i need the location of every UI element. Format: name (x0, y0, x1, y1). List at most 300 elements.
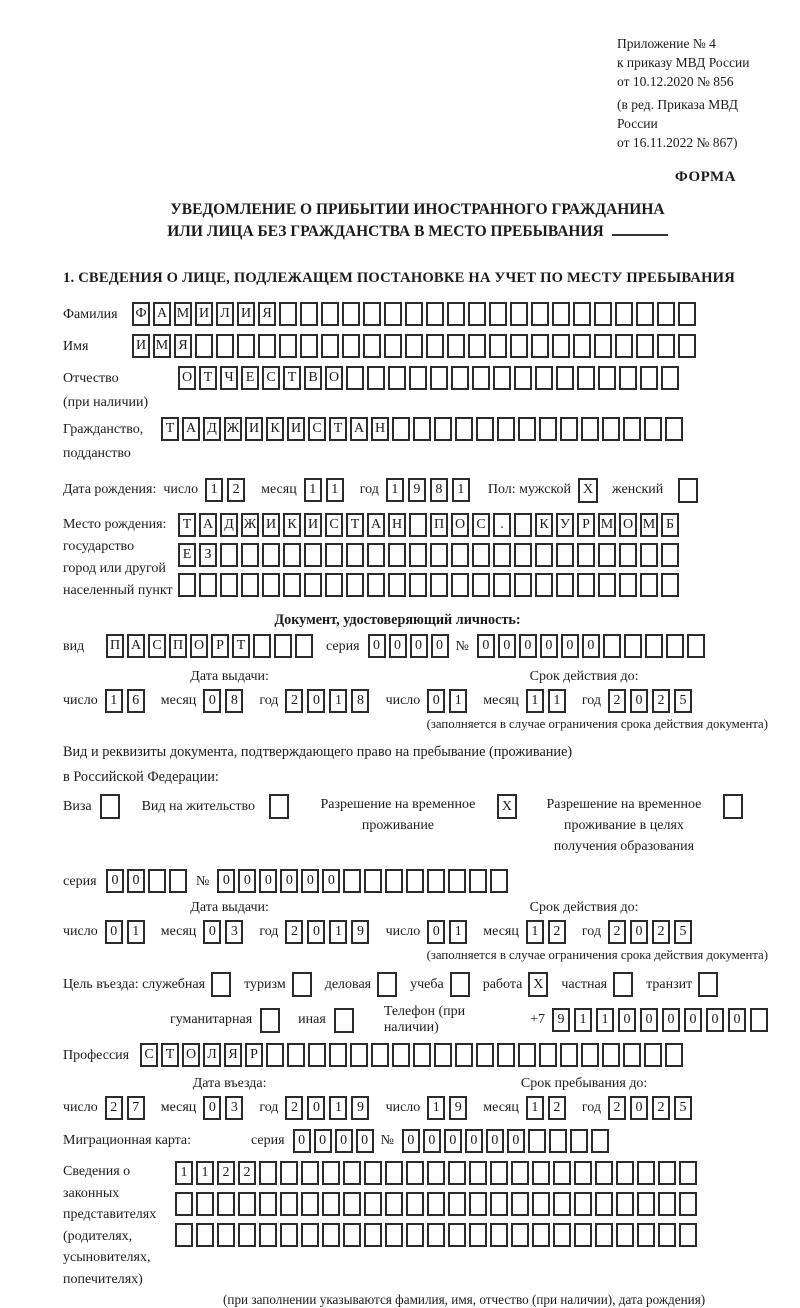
char-cell[interactable]: 1 (386, 478, 404, 502)
char-cell[interactable] (266, 1043, 284, 1067)
char-cell[interactable] (220, 573, 238, 597)
char-cell[interactable] (469, 1192, 487, 1216)
char-cell[interactable] (430, 573, 448, 597)
char-cell[interactable]: 0 (477, 634, 495, 658)
char-cell[interactable]: 6 (127, 689, 145, 713)
char-cell[interactable] (553, 1161, 571, 1185)
char-cell[interactable] (556, 543, 574, 567)
char-cell[interactable] (658, 1192, 676, 1216)
char-cell[interactable]: 2 (105, 1096, 123, 1120)
char-cell[interactable] (448, 1223, 466, 1247)
char-cell[interactable]: 1 (526, 689, 544, 713)
char-cell[interactable]: П (169, 634, 187, 658)
char-cell[interactable] (388, 366, 406, 390)
char-cell[interactable]: 1 (196, 1161, 214, 1185)
char-cell[interactable] (619, 573, 637, 597)
char-cell[interactable] (531, 334, 549, 358)
char-cell[interactable]: Д (203, 417, 221, 441)
char-cell[interactable]: 2 (227, 478, 245, 502)
char-cell[interactable] (598, 573, 616, 597)
char-cell[interactable]: 2 (652, 1096, 670, 1120)
purpose-private-checkbox[interactable] (613, 972, 633, 997)
sex-male-checkbox[interactable]: X (578, 478, 598, 503)
char-cell[interactable]: 9 (408, 478, 426, 502)
purpose-other-checkbox[interactable] (334, 1008, 354, 1033)
char-cell[interactable] (238, 1192, 256, 1216)
char-cell[interactable] (679, 1192, 697, 1216)
char-cell[interactable] (451, 573, 469, 597)
char-cell[interactable] (280, 1192, 298, 1216)
char-cell[interactable]: 0 (486, 1129, 504, 1153)
char-cell[interactable] (409, 366, 427, 390)
char-cell[interactable]: 0 (618, 1008, 636, 1032)
char-cell[interactable] (279, 334, 297, 358)
char-cell[interactable]: Л (203, 1043, 221, 1067)
char-cell[interactable] (371, 1043, 389, 1067)
char-cell[interactable]: 1 (205, 478, 223, 502)
char-cell[interactable] (532, 1223, 550, 1247)
char-cell[interactable]: Ч (220, 366, 238, 390)
char-cell[interactable] (637, 1192, 655, 1216)
char-cell[interactable]: Т (346, 513, 364, 537)
char-cell[interactable] (448, 869, 466, 893)
char-cell[interactable] (539, 1043, 557, 1067)
char-cell[interactable] (287, 1043, 305, 1067)
char-cell[interactable] (169, 869, 187, 893)
char-cell[interactable] (511, 1192, 529, 1216)
char-cell[interactable]: 2 (548, 920, 566, 944)
char-cell[interactable] (619, 543, 637, 567)
char-cell[interactable]: 8 (225, 689, 243, 713)
char-cell[interactable]: М (640, 513, 658, 537)
char-cell[interactable] (392, 1043, 410, 1067)
char-cell[interactable] (560, 417, 578, 441)
char-cell[interactable]: М (174, 302, 192, 326)
char-cell[interactable] (426, 334, 444, 358)
char-cell[interactable] (678, 334, 696, 358)
char-cell[interactable]: Т (199, 366, 217, 390)
char-cell[interactable] (594, 334, 612, 358)
char-cell[interactable] (532, 1192, 550, 1216)
char-cell[interactable]: 0 (630, 1096, 648, 1120)
char-cell[interactable]: 0 (402, 1129, 420, 1153)
char-cell[interactable] (413, 417, 431, 441)
char-cell[interactable] (237, 334, 255, 358)
char-cell[interactable] (367, 366, 385, 390)
char-cell[interactable] (514, 366, 532, 390)
char-cell[interactable]: С (148, 634, 166, 658)
char-cell[interactable]: 0 (465, 1129, 483, 1153)
purpose-official-checkbox[interactable] (211, 972, 231, 997)
char-cell[interactable]: Я (224, 1043, 242, 1067)
char-cell[interactable] (556, 366, 574, 390)
char-cell[interactable] (279, 302, 297, 326)
char-cell[interactable] (577, 543, 595, 567)
char-cell[interactable] (574, 1161, 592, 1185)
temp-residence-checkbox[interactable]: X (497, 794, 517, 819)
char-cell[interactable]: 0 (410, 634, 428, 658)
char-cell[interactable] (148, 869, 166, 893)
char-cell[interactable]: 2 (608, 1096, 626, 1120)
char-cell[interactable] (535, 573, 553, 597)
char-cell[interactable] (560, 1043, 578, 1067)
char-cell[interactable]: С (262, 366, 280, 390)
sex-female-checkbox[interactable] (678, 478, 698, 503)
char-cell[interactable] (430, 366, 448, 390)
char-cell[interactable]: 0 (314, 1129, 332, 1153)
char-cell[interactable]: К (266, 417, 284, 441)
purpose-humanitarian-checkbox[interactable] (260, 1008, 280, 1033)
char-cell[interactable]: О (190, 634, 208, 658)
char-cell[interactable] (216, 334, 234, 358)
char-cell[interactable]: Е (178, 543, 196, 567)
char-cell[interactable] (666, 634, 684, 658)
char-cell[interactable]: П (430, 513, 448, 537)
char-cell[interactable] (581, 417, 599, 441)
char-cell[interactable] (241, 543, 259, 567)
char-cell[interactable] (616, 1161, 634, 1185)
char-cell[interactable]: 2 (285, 920, 303, 944)
purpose-transit-checkbox[interactable] (698, 972, 718, 997)
char-cell[interactable] (678, 302, 696, 326)
char-cell[interactable]: . (493, 513, 511, 537)
char-cell[interactable] (514, 513, 532, 537)
char-cell[interactable] (300, 334, 318, 358)
char-cell[interactable] (657, 334, 675, 358)
char-cell[interactable] (455, 417, 473, 441)
char-cell[interactable]: О (451, 513, 469, 537)
char-cell[interactable] (490, 1223, 508, 1247)
char-cell[interactable]: К (283, 513, 301, 537)
char-cell[interactable] (280, 1223, 298, 1247)
purpose-business-checkbox[interactable] (377, 972, 397, 997)
char-cell[interactable]: 0 (561, 634, 579, 658)
char-cell[interactable]: 9 (351, 920, 369, 944)
char-cell[interactable] (636, 302, 654, 326)
char-cell[interactable] (577, 366, 595, 390)
char-cell[interactable] (301, 1192, 319, 1216)
char-cell[interactable] (497, 417, 515, 441)
char-cell[interactable]: К (535, 513, 553, 537)
char-cell[interactable]: Т (329, 417, 347, 441)
char-cell[interactable] (295, 634, 313, 658)
char-cell[interactable]: М (153, 334, 171, 358)
char-cell[interactable]: 0 (582, 634, 600, 658)
char-cell[interactable]: Е (241, 366, 259, 390)
char-cell[interactable]: 2 (652, 689, 670, 713)
char-cell[interactable] (175, 1223, 193, 1247)
char-cell[interactable] (405, 334, 423, 358)
char-cell[interactable] (241, 573, 259, 597)
char-cell[interactable] (258, 334, 276, 358)
char-cell[interactable] (283, 573, 301, 597)
char-cell[interactable]: 8 (351, 689, 369, 713)
char-cell[interactable] (384, 334, 402, 358)
char-cell[interactable] (570, 1129, 588, 1153)
char-cell[interactable] (549, 1129, 567, 1153)
char-cell[interactable]: И (195, 302, 213, 326)
char-cell[interactable]: 0 (307, 1096, 325, 1120)
char-cell[interactable]: А (182, 417, 200, 441)
char-cell[interactable] (552, 302, 570, 326)
char-cell[interactable] (385, 1161, 403, 1185)
char-cell[interactable]: Ж (224, 417, 242, 441)
char-cell[interactable]: И (262, 513, 280, 537)
char-cell[interactable] (322, 1161, 340, 1185)
char-cell[interactable] (364, 1192, 382, 1216)
char-cell[interactable]: 3 (225, 1096, 243, 1120)
char-cell[interactable] (511, 1223, 529, 1247)
char-cell[interactable] (447, 302, 465, 326)
char-cell[interactable]: М (598, 513, 616, 537)
char-cell[interactable]: 2 (238, 1161, 256, 1185)
char-cell[interactable]: 1 (329, 920, 347, 944)
char-cell[interactable] (262, 573, 280, 597)
char-cell[interactable] (342, 334, 360, 358)
char-cell[interactable]: 7 (127, 1096, 145, 1120)
char-cell[interactable]: 0 (706, 1008, 724, 1032)
char-cell[interactable] (300, 302, 318, 326)
char-cell[interactable] (406, 1223, 424, 1247)
char-cell[interactable]: 9 (552, 1008, 570, 1032)
char-cell[interactable]: 0 (259, 869, 277, 893)
char-cell[interactable]: 0 (427, 920, 445, 944)
char-cell[interactable]: О (182, 1043, 200, 1067)
char-cell[interactable]: Н (388, 513, 406, 537)
char-cell[interactable]: 0 (217, 869, 235, 893)
char-cell[interactable] (385, 1192, 403, 1216)
char-cell[interactable]: 2 (548, 1096, 566, 1120)
char-cell[interactable] (363, 334, 381, 358)
char-cell[interactable]: Т (161, 1043, 179, 1067)
char-cell[interactable] (427, 869, 445, 893)
char-cell[interactable] (342, 302, 360, 326)
char-cell[interactable] (364, 1161, 382, 1185)
char-cell[interactable] (493, 543, 511, 567)
char-cell[interactable] (468, 302, 486, 326)
char-cell[interactable] (637, 1161, 655, 1185)
char-cell[interactable] (687, 634, 705, 658)
char-cell[interactable] (598, 543, 616, 567)
char-cell[interactable]: О (619, 513, 637, 537)
char-cell[interactable] (644, 1043, 662, 1067)
char-cell[interactable]: 2 (217, 1161, 235, 1185)
char-cell[interactable] (406, 1161, 424, 1185)
char-cell[interactable]: 0 (335, 1129, 353, 1153)
char-cell[interactable] (301, 1161, 319, 1185)
char-cell[interactable] (556, 573, 574, 597)
char-cell[interactable]: 5 (674, 920, 692, 944)
char-cell[interactable] (581, 1043, 599, 1067)
char-cell[interactable] (615, 302, 633, 326)
char-cell[interactable] (325, 543, 343, 567)
char-cell[interactable] (434, 417, 452, 441)
char-cell[interactable]: С (472, 513, 490, 537)
char-cell[interactable]: 0 (662, 1008, 680, 1032)
char-cell[interactable] (426, 302, 444, 326)
char-cell[interactable]: С (308, 417, 326, 441)
char-cell[interactable] (661, 543, 679, 567)
char-cell[interactable]: 0 (307, 689, 325, 713)
char-cell[interactable] (346, 366, 364, 390)
char-cell[interactable]: 1 (574, 1008, 592, 1032)
char-cell[interactable] (262, 543, 280, 567)
char-cell[interactable]: 2 (608, 689, 626, 713)
char-cell[interactable] (619, 366, 637, 390)
char-cell[interactable]: 9 (449, 1096, 467, 1120)
char-cell[interactable] (623, 1043, 641, 1067)
char-cell[interactable] (427, 1223, 445, 1247)
char-cell[interactable] (750, 1008, 768, 1032)
char-cell[interactable]: 1 (427, 1096, 445, 1120)
char-cell[interactable]: 1 (127, 920, 145, 944)
char-cell[interactable] (329, 1043, 347, 1067)
char-cell[interactable]: Н (371, 417, 389, 441)
char-cell[interactable] (616, 1192, 634, 1216)
char-cell[interactable] (553, 1223, 571, 1247)
char-cell[interactable]: Т (283, 366, 301, 390)
char-cell[interactable] (259, 1161, 277, 1185)
char-cell[interactable] (175, 1192, 193, 1216)
char-cell[interactable]: Л (216, 302, 234, 326)
char-cell[interactable] (448, 1192, 466, 1216)
char-cell[interactable] (493, 573, 511, 597)
char-cell[interactable] (469, 1161, 487, 1185)
char-cell[interactable] (427, 1161, 445, 1185)
char-cell[interactable]: 0 (293, 1129, 311, 1153)
char-cell[interactable] (178, 573, 196, 597)
char-cell[interactable]: И (287, 417, 305, 441)
char-cell[interactable] (476, 1043, 494, 1067)
char-cell[interactable] (427, 1192, 445, 1216)
char-cell[interactable]: Т (161, 417, 179, 441)
char-cell[interactable]: 3 (225, 920, 243, 944)
char-cell[interactable]: А (199, 513, 217, 537)
char-cell[interactable]: А (367, 513, 385, 537)
char-cell[interactable]: 1 (596, 1008, 614, 1032)
char-cell[interactable] (196, 1192, 214, 1216)
char-cell[interactable]: А (153, 302, 171, 326)
char-cell[interactable] (574, 1192, 592, 1216)
char-cell[interactable]: 9 (351, 1096, 369, 1120)
char-cell[interactable]: 1 (548, 689, 566, 713)
char-cell[interactable]: Я (174, 334, 192, 358)
char-cell[interactable]: 0 (106, 869, 124, 893)
char-cell[interactable] (573, 334, 591, 358)
char-cell[interactable]: 0 (684, 1008, 702, 1032)
char-cell[interactable] (405, 302, 423, 326)
char-cell[interactable] (468, 334, 486, 358)
char-cell[interactable] (535, 366, 553, 390)
char-cell[interactable] (451, 543, 469, 567)
char-cell[interactable] (322, 1192, 340, 1216)
char-cell[interactable] (573, 302, 591, 326)
char-cell[interactable]: 8 (430, 478, 448, 502)
char-cell[interactable] (532, 1161, 550, 1185)
char-cell[interactable] (321, 334, 339, 358)
char-cell[interactable] (343, 869, 361, 893)
char-cell[interactable]: И (245, 417, 263, 441)
char-cell[interactable] (283, 543, 301, 567)
char-cell[interactable]: 0 (423, 1129, 441, 1153)
char-cell[interactable] (510, 334, 528, 358)
char-cell[interactable]: Ж (241, 513, 259, 537)
char-cell[interactable]: 0 (389, 634, 407, 658)
char-cell[interactable] (259, 1223, 277, 1247)
char-cell[interactable] (661, 366, 679, 390)
char-cell[interactable] (476, 417, 494, 441)
char-cell[interactable] (367, 543, 385, 567)
char-cell[interactable]: Б (661, 513, 679, 537)
char-cell[interactable]: П (106, 634, 124, 658)
char-cell[interactable] (497, 1043, 515, 1067)
char-cell[interactable]: Р (245, 1043, 263, 1067)
char-cell[interactable]: С (325, 513, 343, 537)
char-cell[interactable] (493, 366, 511, 390)
char-cell[interactable] (603, 634, 621, 658)
char-cell[interactable] (577, 573, 595, 597)
char-cell[interactable] (595, 1223, 613, 1247)
char-cell[interactable]: С (140, 1043, 158, 1067)
char-cell[interactable] (490, 1161, 508, 1185)
char-cell[interactable]: И (304, 513, 322, 537)
purpose-study-checkbox[interactable] (450, 972, 470, 997)
char-cell[interactable]: 2 (285, 689, 303, 713)
char-cell[interactable] (343, 1223, 361, 1247)
char-cell[interactable] (665, 417, 683, 441)
char-cell[interactable]: 0 (105, 920, 123, 944)
char-cell[interactable] (367, 573, 385, 597)
char-cell[interactable]: 0 (640, 1008, 658, 1032)
char-cell[interactable] (220, 543, 238, 567)
char-cell[interactable] (645, 634, 663, 658)
char-cell[interactable] (346, 543, 364, 567)
char-cell[interactable]: 1 (304, 478, 322, 502)
char-cell[interactable]: 0 (431, 634, 449, 658)
char-cell[interactable]: О (178, 366, 196, 390)
char-cell[interactable] (447, 334, 465, 358)
char-cell[interactable]: 1 (452, 478, 470, 502)
char-cell[interactable] (514, 573, 532, 597)
char-cell[interactable]: З (199, 543, 217, 567)
char-cell[interactable] (640, 573, 658, 597)
char-cell[interactable] (598, 366, 616, 390)
char-cell[interactable]: 0 (203, 1096, 221, 1120)
char-cell[interactable]: 0 (127, 869, 145, 893)
char-cell[interactable]: 1 (449, 689, 467, 713)
char-cell[interactable] (511, 1161, 529, 1185)
char-cell[interactable] (199, 573, 217, 597)
char-cell[interactable]: 0 (630, 689, 648, 713)
char-cell[interactable]: О (325, 366, 343, 390)
char-cell[interactable] (518, 417, 536, 441)
char-cell[interactable] (409, 543, 427, 567)
char-cell[interactable] (531, 302, 549, 326)
char-cell[interactable]: 0 (307, 920, 325, 944)
char-cell[interactable] (406, 1192, 424, 1216)
char-cell[interactable] (657, 302, 675, 326)
char-cell[interactable] (384, 302, 402, 326)
char-cell[interactable] (489, 334, 507, 358)
char-cell[interactable]: Р (577, 513, 595, 537)
char-cell[interactable] (595, 1192, 613, 1216)
purpose-work-checkbox[interactable]: X (528, 972, 548, 997)
visa-checkbox[interactable] (100, 794, 120, 819)
char-cell[interactable] (552, 334, 570, 358)
char-cell[interactable]: А (127, 634, 145, 658)
char-cell[interactable]: 0 (322, 869, 340, 893)
char-cell[interactable]: 1 (526, 1096, 544, 1120)
